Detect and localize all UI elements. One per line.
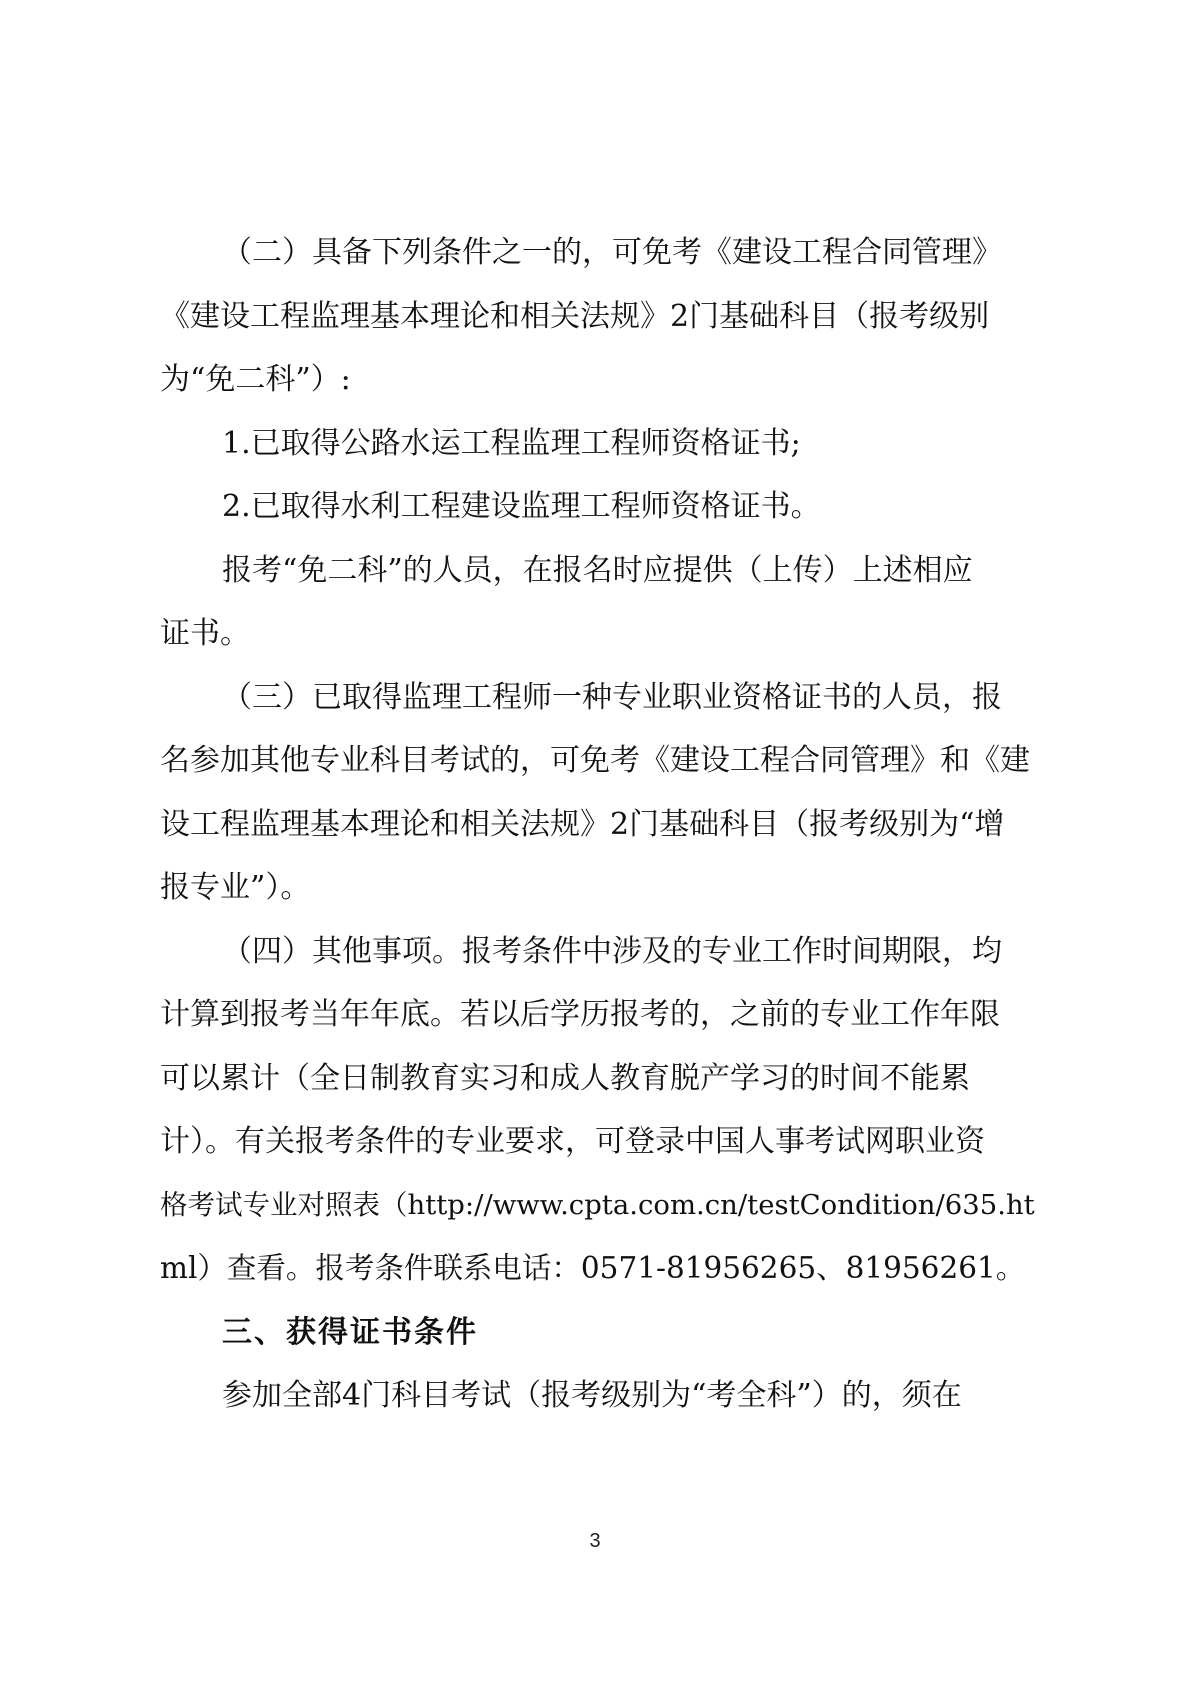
document-body	[160, 221, 1035, 1428]
paragraph-line: 证书。	[160, 616, 250, 651]
paragraph-line: （三）已取得监理工程师一种专业职业资格证书的人员，报	[222, 679, 1002, 715]
paragraph-line: （二）具备下列条件之一的，可免考《建设工程合同管理》	[222, 235, 1002, 270]
section-heading: 三、获得证书条件	[222, 1314, 478, 1350]
list-item: 2.已取得水利工程建设监理工程师资格证书。	[222, 489, 821, 524]
paragraph-line: 报专业”）。	[160, 870, 311, 905]
paragraph-line: 可以累计（全日制教育实习和成人教育脱产学习的时间不能累	[160, 1060, 970, 1096]
paragraph-line-with-url: 格考试专业对照表（http://www.cpta.com.cn/testCondition/635.ht	[160, 1188, 1035, 1221]
paragraph-line: （四）其他事项。报考条件中涉及的专业工作时间期限，均	[222, 933, 1002, 969]
paragraph-line: 名参加其他专业科目考试的，可免考《建设工程合同管理》和《建	[160, 743, 1030, 778]
paragraph-line: 《建设工程监理基本理论和相关法规》2门基础科目（报考级别	[160, 298, 990, 334]
paragraph-line: ml）查看。报考条件联系电话：0571-81956265、81956261。	[160, 1251, 1026, 1285]
page-number: 3	[589, 1530, 601, 1552]
paragraph-line: 为“免二科”）:	[160, 362, 351, 397]
list-item: 1.已取得公路水运工程监理工程师资格证书;	[222, 425, 801, 461]
paragraph-line: 计）。有关报考条件的专业要求，可登录中国人事考试网职业资	[160, 1124, 985, 1159]
paragraph-line: 设工程监理基本理论和相关法规》2门基础科目（报考级别为“增	[160, 806, 1005, 842]
paragraph-line: 参加全部4门科目考试（报考级别为“考全科”）的，须在	[222, 1378, 962, 1413]
paragraph-line: 计算到报考当年年底。若以后学历报考的，之前的专业工作年限	[160, 997, 1000, 1032]
paragraph-line: 报考“免二科”的人员，在报名时应提供（上传）上述相应	[222, 552, 973, 588]
